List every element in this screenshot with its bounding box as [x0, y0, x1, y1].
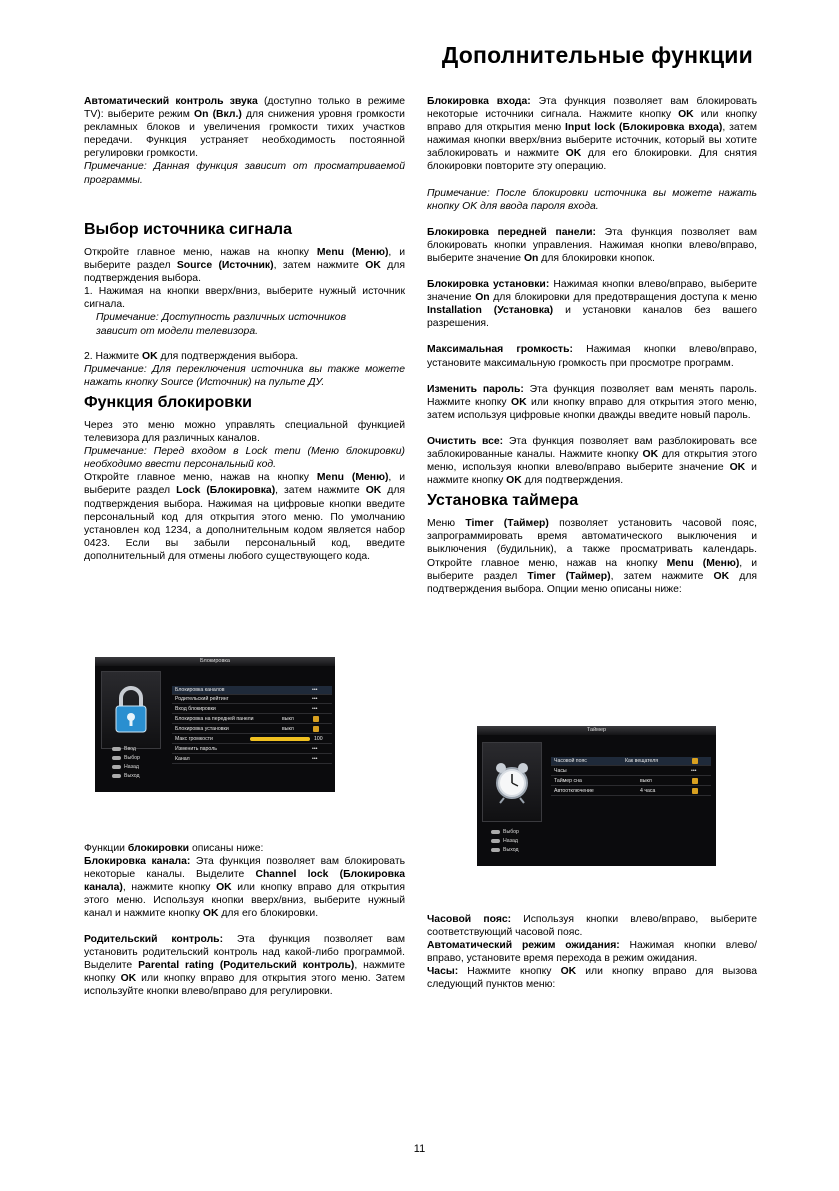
clear-all-paragraph: Очистить все: Эта функция позволяет вам разблокировать все заблокированные каналы. Нажмите кнопку OK для открытия этого меню, используя кнопки влево/вправо выберите значение OK и нажмите кнопку OK для подтверждения. — [427, 435, 757, 487]
lock-row-change-password[interactable]: Изменить пароль ••• — [172, 745, 332, 754]
auto-volume-paragraph: Автоматический контроль звука (доступно только в режиме TV): выберите режим On (Вкл.) для снижения уровня громкости рекламных блоков и увеличения громкости тихих участков передачи. Функция устраняет необходимость постоянной регулировки громкости. — [84, 96, 405, 160]
timer-menu-icon-panel — [482, 742, 542, 822]
lock-row-parental[interactable]: Родительский рейтинг ••• — [172, 695, 332, 704]
lock-menu-screenshot — [95, 657, 335, 792]
alarm-clock-icon — [483, 743, 541, 821]
timer-footer-exit[interactable]: Выход — [491, 845, 519, 855]
parental-paragraph: Родительский контроль: Эта функция позволяет вам установить родительский контроль над какой-либо программой. Выделите Parental rating (Родительский контроль), нажмите кнопку OK или кнопку вправо для открытия этого меню. Затем используйте кнопки влево/вправо для регулировки. — [84, 933, 406, 997]
source-step-2: 2. Нажмите OK для подтверждения выбора. — [84, 350, 299, 362]
timer-row-auto-off-icon — [692, 788, 698, 794]
right-column — [427, 95, 757, 596]
timer-functions-section — [427, 913, 757, 992]
timer-paragraph: Меню Timer (Таймер) позволяет установить часовой пояс, запрограммировать время автоматического выключения и выключения (будильник), а также просматривать календарь. Откройте главное меню, нажав на кнопку Menu (Меню), и выберите раздел Timer (Таймер), затем нажмите OK для подтверждения выбора. Опции меню описаны ниже: — [427, 518, 758, 595]
timer-row-sleep-icon — [692, 778, 698, 784]
input-lock-paragraph: Блокировка входа: Эта функция позволяет вам блокировать некоторые источники сигнала. Нажмите кнопку OK или кнопку вправо для открытия меню Input lock (Блокировка входа), затем нажимая кнопки вверх/вниз выберите источник, который вы хотите заблокировать и нажмите OK для его блокировки. Для снятия блокировки повторите эту операцию. — [427, 96, 757, 173]
page-number: 11 — [413, 1143, 426, 1155]
timer-row-auto-off[interactable]: Автоотключение 4 часа — [551, 787, 711, 796]
lock-menu-title: Блокировка — [95, 657, 335, 666]
sleep-paragraph: Автоматический режим ожидания: Нажимая кнопки влево/вправо, установите время перехода в режим ожидания. — [427, 940, 757, 965]
left-column-top — [84, 95, 405, 187]
footer-back[interactable]: Назад — [112, 762, 140, 772]
lock-row-installation[interactable]: Блокировка установки выкл — [172, 725, 332, 734]
source-paragraph: Откройте главное меню, нажав на кнопку Menu (Меню), и выберите раздел Source (Источник), затем нажмите OK для подтверждения выбора. — [84, 247, 405, 285]
timer-footer-select[interactable]: Выбор — [491, 827, 519, 837]
source-section — [84, 220, 405, 563]
clock-paragraph: Часы: Нажмите кнопку OK или кнопку вправо для вызова следующий пунктов меню: — [427, 966, 757, 991]
lock-note: Примечание: Перед входом в Lock menu (Меню блокировки) необходимо ввести персональный код. — [84, 446, 405, 471]
max-volume-paragraph: Максимальная громкость: Нажимая кнопки влево/вправо, установите максимальную громкость при просмотре программ. — [427, 344, 757, 369]
footer-exit[interactable]: Выход — [112, 771, 140, 781]
footer-enter[interactable]: Ввод — [112, 744, 140, 754]
lock-paragraph: Откройте главное меню, нажав на кнопку Menu (Меню), и выберите раздел Lock (Блокировка), затем нажмите OK для подтверждения выбора. Нажимая на цифровые кнопки введите персональный код для открытия этого меню. По умолчанию установлен код 1234, а дополнительным кодом является набор 0423. Если вы забыли персональный код, введите дополнительный для отмены любого существующего кода. — [84, 472, 406, 562]
lock-row-channel-2[interactable]: Канал ••• — [172, 755, 332, 764]
timer-menu-title: Таймер — [477, 726, 716, 735]
timer-menu-screenshot — [477, 726, 716, 866]
max-volume-slider[interactable] — [250, 737, 310, 741]
source-step-1: 1. Нажимая на кнопки вверх/вниз, выберите нужный источник сигнала. — [84, 286, 405, 311]
timer-row-clock[interactable]: Часы ••• — [551, 767, 711, 776]
timer-row-sleep[interactable]: Таймер сна выкл — [551, 777, 711, 786]
timer-menu-footer — [491, 827, 519, 855]
timer-row-timezone-icon — [692, 758, 698, 764]
input-lock-note: Примечание: После блокировки источника вы можете нажать кнопку OK для ввода пароля входа. — [427, 187, 757, 212]
auto-volume-note: Примечание: Данная функция зависит от просматриваемой программы. — [84, 161, 405, 186]
source-note-2: Примечание: Для переключения источника вы также можете нажать кнопку Source (Источник) на пульте ДУ. — [84, 363, 405, 388]
install-lock-paragraph: Блокировка установки: Нажимая кнопки влево/вправо, выберите значение On для блокировки для предотвращения доступа к меню Installation (Установка) и установки каналов без вашего разрешения. — [427, 279, 757, 330]
lock-row-front-panel-icon — [313, 716, 319, 722]
source-heading: Выбор источника сигнала — [84, 221, 292, 238]
timer-row-timezone[interactable]: Часовой пояс Как вещателя — [551, 757, 711, 766]
source-step-1-note: Примечание: Доступность различных источников зависит от модели телевизора. — [96, 312, 346, 337]
change-password-paragraph: Изменить пароль: Эта функция позволяет вам менять пароль. Нажмите кнопку OK или кнопку вправо для открытия этого меню, затем используя цифровые кнопки дважды введите новый пароль. — [427, 383, 757, 421]
lock-row-installation-icon — [313, 726, 319, 732]
lock-functions-section — [84, 842, 405, 998]
lock-functions-intro: Функции блокировки описаны ниже: — [84, 843, 264, 854]
footer-select[interactable]: Выбор — [112, 753, 140, 763]
timezone-paragraph: Часовой пояс: Используя кнопки влево/вправо, выберите соответствующий часовой пояс. — [427, 914, 757, 939]
lock-menu-icon-panel — [101, 671, 161, 749]
lock-intro: Через это меню можно управлять специальной функцией телевизора для различных каналов. — [84, 419, 405, 445]
padlock-icon — [102, 672, 160, 748]
lock-row-input[interactable]: Вход блокировки ••• — [172, 705, 332, 714]
timer-footer-back[interactable]: Назад — [491, 836, 519, 846]
front-lock-paragraph: Блокировка передней панели: Эта функция позволяет вам блокировать кнопки управления. Нажимая кнопки влево/вправо, выберите значение On для блокировки кнопок. — [427, 226, 757, 264]
lock-menu-footer — [112, 744, 140, 781]
lock-row-front-panel[interactable]: Блокировка на передней панели выкл — [172, 715, 332, 724]
lock-heading: Функция блокировки — [84, 393, 252, 411]
lock-row-channel[interactable]: Блокировка каналов ••• — [172, 686, 332, 695]
timer-heading: Установка таймера — [427, 492, 579, 510]
channel-lock-paragraph: Блокировка канала: Эта функция позволяет вам блокировать некоторые каналы. Выделите Channel lock (Блокировка канала), нажмите кнопку OK или кнопку вправо для открытия этого меню. Используя кнопки вверх/вниз, выберите нужный канал и нажмите кнопку OK для его блокировки. — [84, 856, 405, 920]
lock-row-max-volume[interactable]: Макс громкости 100 — [172, 735, 332, 744]
page-title: Дополнительные функции — [441, 42, 753, 68]
max-volume-slider-fill — [250, 737, 310, 741]
